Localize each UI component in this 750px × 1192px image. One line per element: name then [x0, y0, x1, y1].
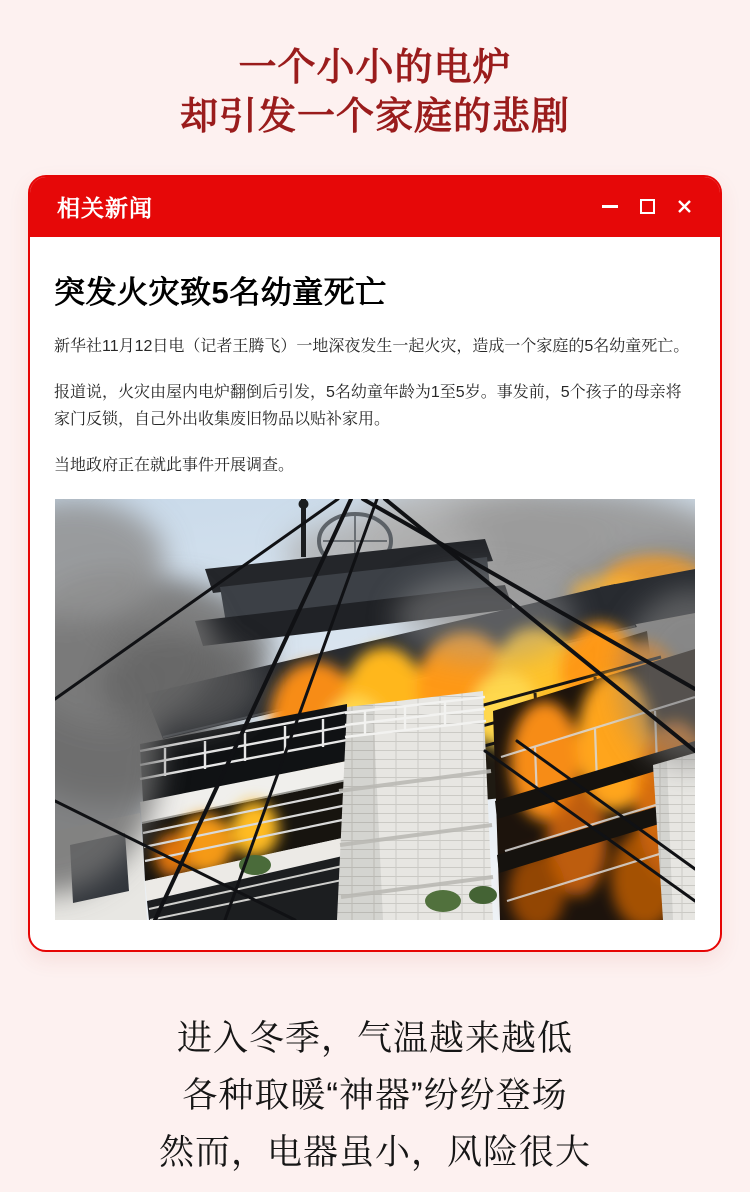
closing-line-1: 进入冬季，气温越来越低	[176, 1019, 573, 1059]
burning-building-photo	[55, 499, 695, 920]
article-paragraph-1: 新华社11月12日电（记者王腾飞）一地深夜发生一起火灾，造成一个家庭的5名幼童死亡。	[54, 337, 690, 355]
page-title-line-2: 却引发一个家庭的悲剧	[179, 96, 570, 139]
window-title: 相关新闻	[57, 195, 153, 222]
minimize-bar	[602, 205, 618, 208]
closing-line-3: 然而，电器虽小，风险很大	[158, 1133, 591, 1173]
closing-text	[0, 1010, 750, 1181]
article-headline: 突发火灾致5名幼童死亡	[54, 274, 387, 310]
maximize-box	[640, 199, 655, 214]
page-title-line-1: 一个小小的电炉	[238, 47, 512, 89]
page-title	[0, 0, 750, 143]
maximize-icon[interactable]	[638, 198, 656, 216]
article-paragraph-3: 当地政府正在就此事件开展调查。	[54, 456, 295, 474]
closing-line-2: 各种取暖“神器”纷纷登场	[182, 1076, 568, 1116]
news-window	[28, 175, 722, 953]
close-x-glyph	[676, 198, 693, 215]
article-paragraph-2: 报道说，火灾由屋内电炉翻倒后引发，5名幼童年龄为1至5岁。事发前，5个孩子的母亲将家门反锁，自己外出收集废旧物品以贴补家用。	[54, 384, 682, 428]
minimize-icon[interactable]	[601, 198, 619, 216]
article-body	[30, 237, 720, 951]
close-icon[interactable]	[675, 198, 693, 216]
window-controls	[601, 198, 693, 216]
window-titlebar	[30, 177, 720, 237]
